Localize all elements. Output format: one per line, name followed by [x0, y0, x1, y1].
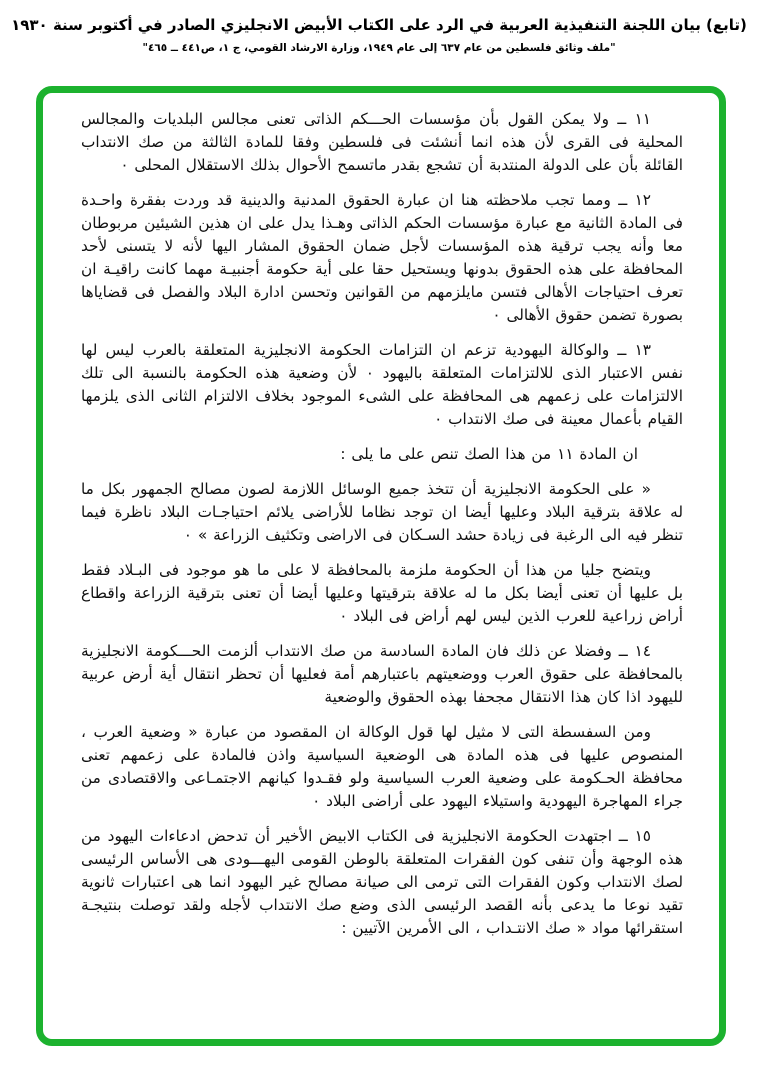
- paragraph-sophistry: ومن السفسطة التى لا مثيل لها قول الوكالة ان المقصود من عبارة « وضعية العرب ، المنصوص عليها فى هذه المادة هى الوضعية السياسية واذن فالمادة على زعمهم تعنى محافظة الحـكومة على وضعية العرب السياسية ولو فقـدوا كيانهم الاجتمـاعى والاقتصادى من جراء المهاجرة اليهودية واستيلاء اليهود على أراضى البلاد ٠: [81, 723, 683, 810]
- document-header: [0, 0, 758, 54]
- paragraph-article-11-quote: « على الحكومة الانجليزية أن تتخذ جميع الوسائل اللازمة لصون مصالح الجمهور بكل ما له علاقة بترقية البلاد وعليها أيضا ان توجد نظاما للأراضى يلائم احتياجـات البلاد ناظرة فيما تنظر فيه الى الرغبة فى زيادة حشد السـكان فى الاراضى وتكثيف الزراعة » ٠: [81, 480, 683, 544]
- paragraph-commentary: ويتضح جليا من هذا أن الحكومة ملزمة بالمحافظة لا على ما هو موجود فى البـلاد فقط بل عليها أن تعنى أيضا بكل ما له علاقة بترقيتها وعليها أيضا أن تعنى بترقية الزراعة واقطاع أراض زراعية للعرب الذين ليس لهم أراض فى البلاد ٠: [81, 561, 683, 625]
- paragraph-item-11: ١١ ــ ولا يمكن القول بأن مؤسسات الحـــكم الذاتى تعنى مجالس البلديات والمجالس المحلية فى القرى لأن هذه انما أنشئت فى فلسطين وفقا للمادة الثالثة من صك الانتداب القائلة بأن على الدولة المنتدبة أن تشجع بقدر ماتسمح الأحوال بذلك الاستقلال المحلى ٠: [81, 110, 683, 174]
- paragraph-item-14: ١٤ ــ وفضلا عن ذلك فان المادة السادسة من صك الانتداب ألزمت الحـــكومة الانجليزية بالمحافظة على حقوق العرب ووضعيتهم باعتبارهم أمة فعليها أن تحظر انتقال أية أرض عربية لليهود اذا كان هذا الانتقال مجحفا بهذه الحقوق والوضعية: [81, 642, 683, 706]
- document-source-citation: "ملف وثائق فلسطين من عام ٦٣٧ إلى عام ١٩٤٩، وزارة الارشاد القومي، ج ١، ص٤٤١ ــ ٤٦٥": [142, 42, 616, 55]
- document-text: [81, 108, 683, 940]
- paragraph-item-13: ١٣ ــ والوكالة اليهودية تزعم ان التزامات الحكومة الانجليزية المتعلقة بالعرب ليس لها نفس الاعتبار الذى للالتزامات المتعلقة باليهود ٠ لأن وضعية هذه الحكومة بالنسبة الى تلك الالتزامات على زعمهم هى المحافظة على الشىء الموجود بخلاف الالتزام الثانى الذى يلزمها القيام بأعمال معينة فى صك الانتداب ٠: [81, 341, 683, 428]
- paragraph-item-15: ١٥ ــ اجتهدت الحكومة الانجليزية فى الكتاب الابيض الأخير أن تدحض ادعاءات اليهود من هذه الوجهة وأن تنفى كون الفقرات المتعلقة بالوطن القومى اليهـــودى هى الأساس الرئيسى لصك الانتداب وكون الفقرات التى ترمى الى صيانة مصالح غير اليهود انما هى اعتبارات ثانوية تقيد نوعا ما يدعى بأنه القصد الرئيسى الذى وضع صك الانتداب لأجله ولقد توصلت بنتيجـة استقرائها مواد « صك الانتـداب ، الى الأمرين الآتيين :: [81, 827, 683, 937]
- paragraph-intro-article-11: ان المادة ١١ من هذا الصك تنص على ما يلى :: [340, 445, 638, 463]
- document-title: (تابع) بيان اللجنة التنفيذية العربية في الرد على الكتاب الأبيض الانجليزي الصادر في أكتوبر سنة ١٩٣٠: [11, 16, 747, 34]
- paragraph-item-12: ١٢ ــ ومما تجب ملاحظته هنا ان عبارة الحقوق المدنية والدينية قد وردت بفقرة واحـدة فى المادة الثانية مع عبارة مؤسسات الحكم الذاتى وهـذا يدل على ان هذين الشيئين مربوطان معا وأنه يجب ترقية هذه المؤسسات لأجل ضمان الحقوق المشار اليها لأنه لا يتسنى لأحد المحافظة على هذه الحقوق بدونها ويستحيل حقا على أية حكومة أجنبيـة مهما كانت راقيـة ان تعرف احتياجات الأهالى فتسن مايلزمهم من القوانين وتحسن ادارة البلاد والفصل فى قضاياها بصورة تضمن حقوق الأهالى ٠: [81, 191, 683, 324]
- document-body-frame: [36, 86, 726, 1046]
